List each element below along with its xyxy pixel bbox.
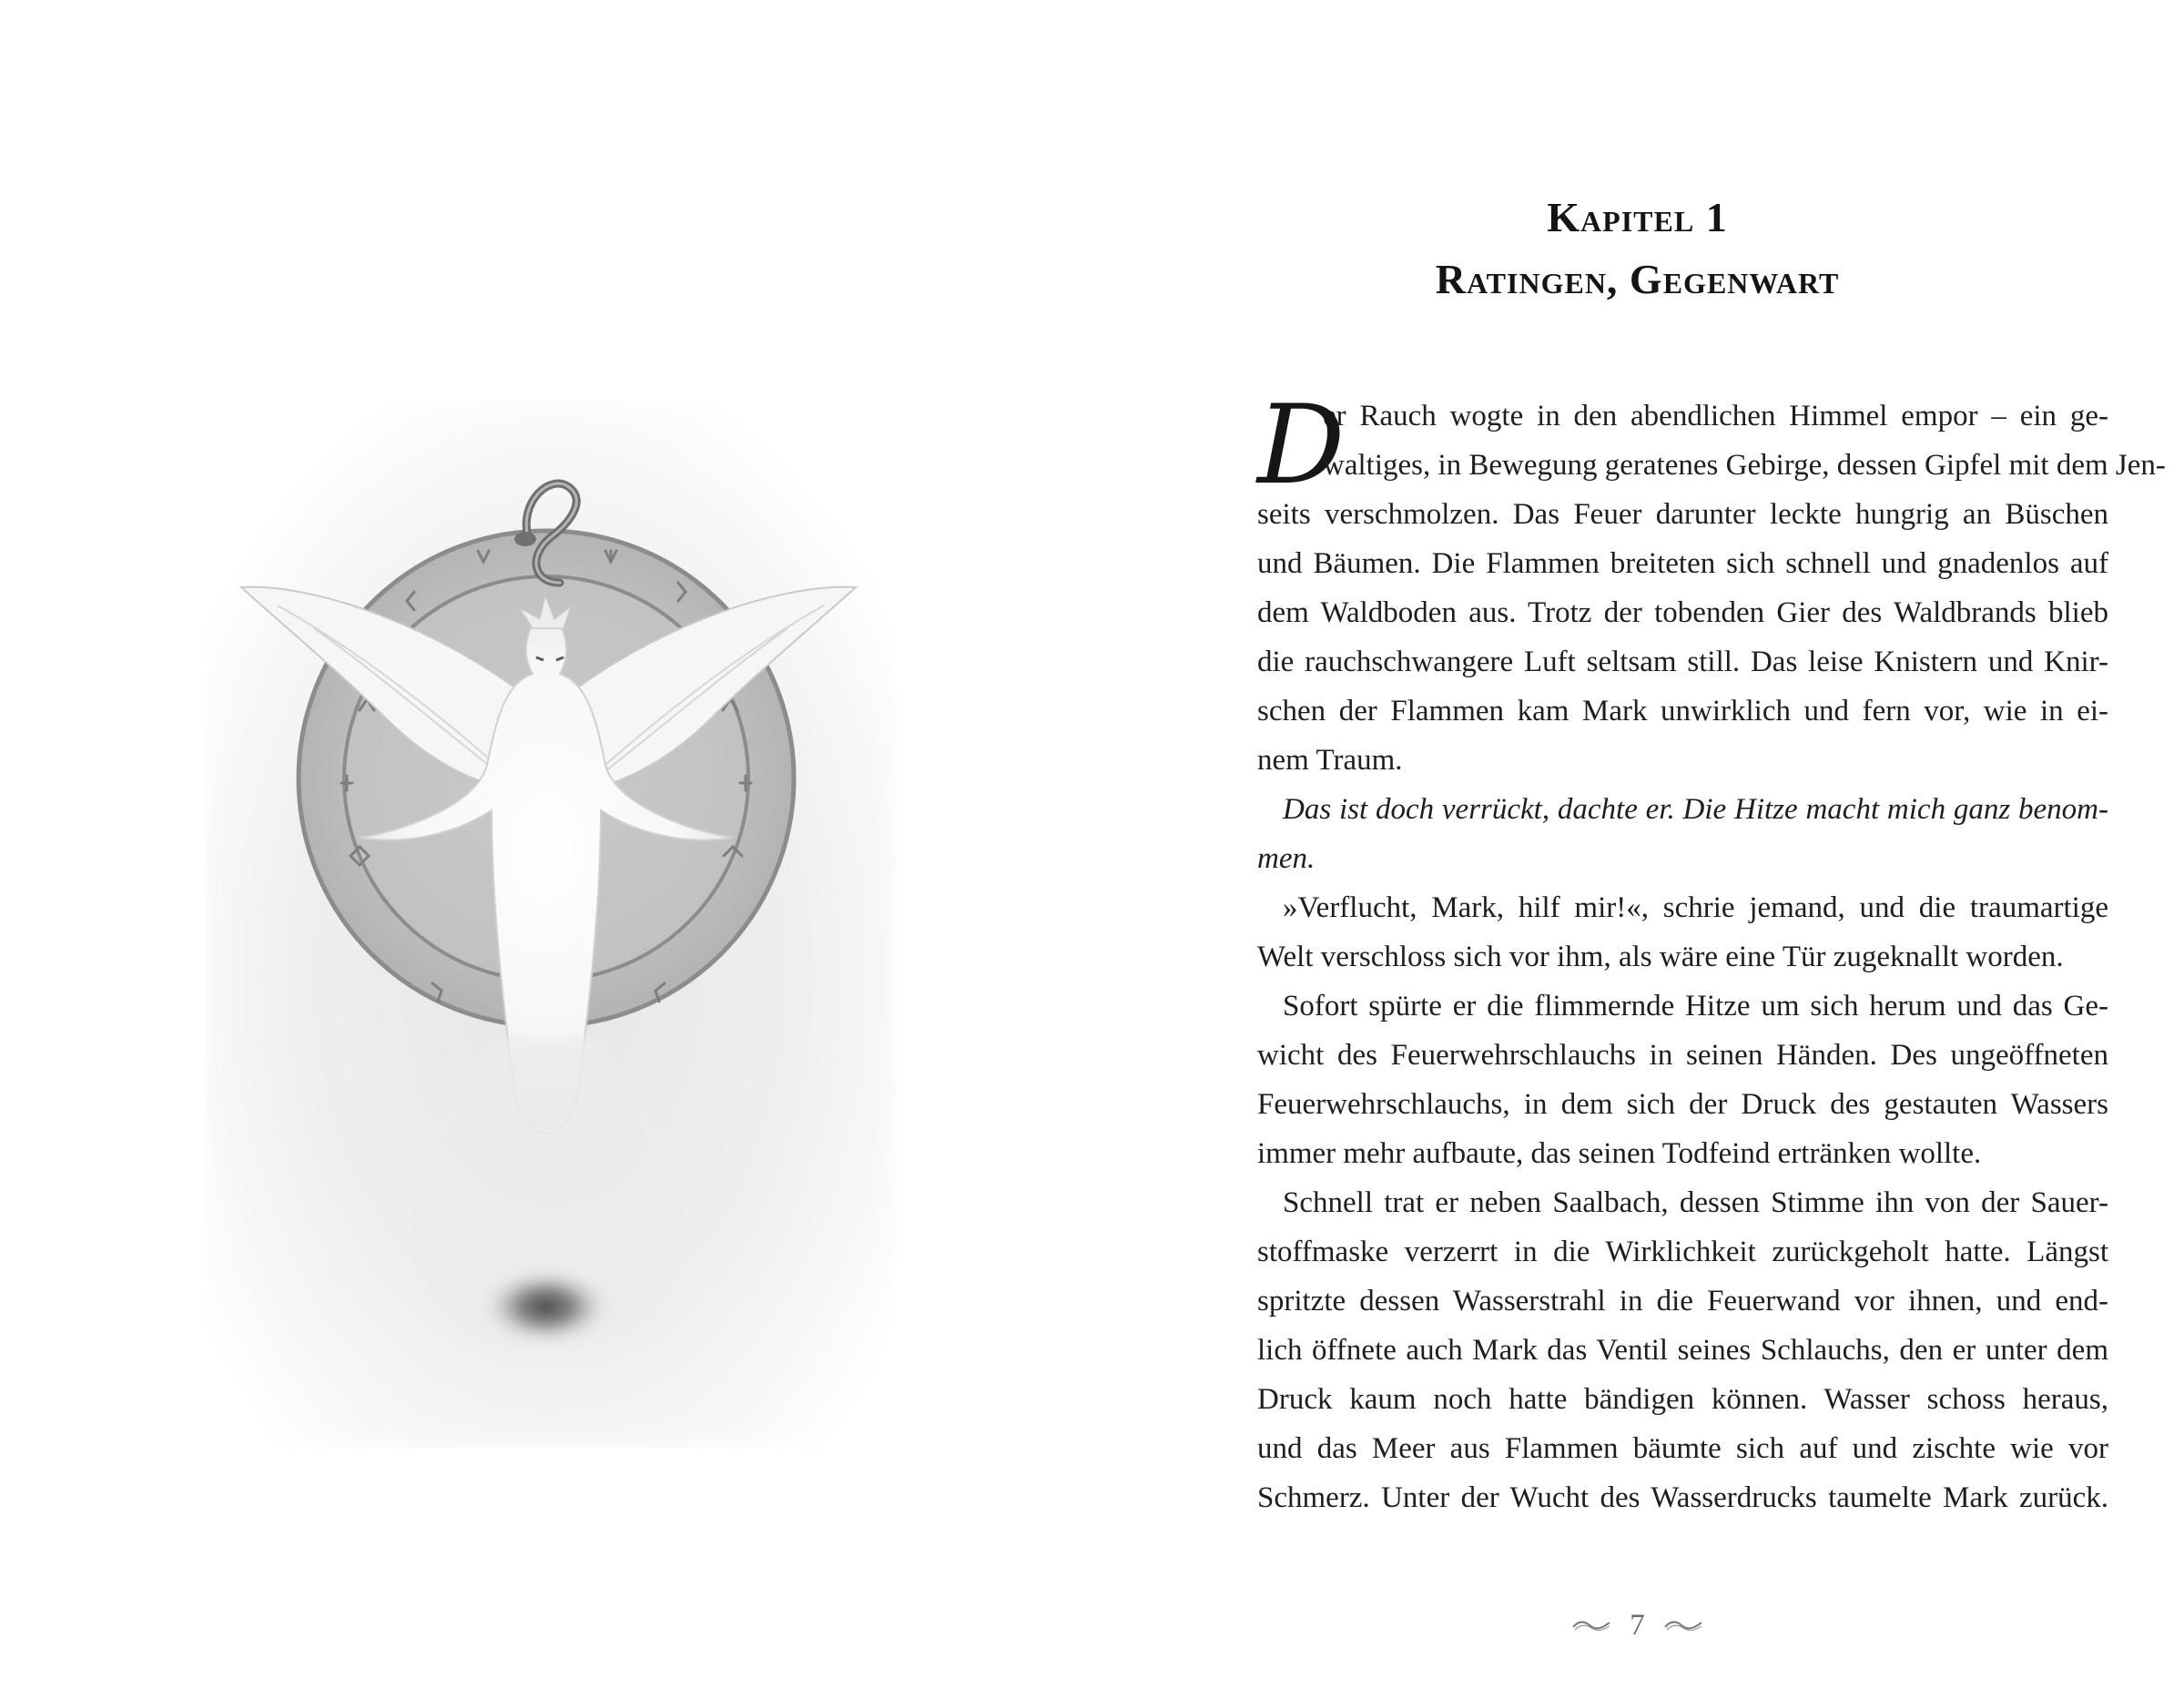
text-line: spritzte dessen Wasserstrahl in die Feuerwand vor ihnen, und end-: [1257, 1285, 2108, 1317]
text-line: lich öffnete auch Mark das Ventil seines Schlauchs, den er unter dem: [1257, 1334, 2108, 1367]
left-flourish-icon: [1571, 1619, 1611, 1632]
chapter-number: Kapitel 1: [1547, 194, 1728, 240]
text-line: Schnell trat er neben Saalbach, dessen Stimme ihn von der Sauer-: [1283, 1186, 2108, 1219]
chapter-location: Ratingen, Gegenwart: [1435, 256, 1840, 302]
text-line: »Verflucht, Mark, hilf mir!«, schrie jemand, und die traumartige: [1283, 891, 2108, 924]
text-line: Druck kaum noch hatte bändigen können. Wasser schoss heraus,: [1257, 1383, 2108, 1416]
angel-drawing: [205, 401, 897, 1448]
text-line: waltiges, in Bewegung geratenes Gebirge, dessen Gipfel mit dem Jen-: [1323, 449, 2166, 482]
text-line: Welt verschloss sich vor ihm, als wäre eine Tür zugeknallt worden.: [1257, 941, 2064, 973]
text-line: Feuerwehrschlauchs, in dem sich der Druck des gestauten Wassers: [1257, 1088, 2108, 1121]
left-page: [0, 0, 1091, 1699]
right-page: [1091, 0, 2184, 1699]
text-line: und das Meer aus Flammen bäumte sich auf und zischte wie vor: [1257, 1432, 2108, 1465]
text-line: wicht des Feuerwehrschlauchs in seinen Händen. Des ungeöffneten: [1257, 1039, 2108, 1072]
text-line: schen der Flammen kam Mark unwirklich und fern vor, wie in ei-: [1257, 695, 2108, 727]
text-line: Das ist doch verrückt, dachte er. Die Hitze macht mich ganz benom-: [1283, 793, 2108, 826]
drop-cap: D: [1257, 382, 1346, 509]
text-line: immer mehr aufbaute, das seinen Todfeind ertränken wollte.: [1257, 1137, 1982, 1170]
text-line: stoffmaske verzerrt in die Wirklichkeit zurückgeholt hatte. Längst: [1257, 1236, 2108, 1268]
chapter-heading: [1091, 187, 2184, 310]
angel-illustration: [205, 401, 897, 1448]
text-line: seits verschmolzen. Das Feuer darunter leckte hungrig an Büschen: [1257, 498, 2108, 531]
text-line: D er Rauch wogte in den abendlichen Himmel empor – ein ge-: [1257, 382, 2108, 509]
text-line: nem Traum.: [1257, 744, 1403, 777]
chapter-body-text: [1257, 382, 2166, 1522]
text-line: Schmerz. Unter der Wucht des Wasserdrucks taumelte Mark zurück.: [1257, 1481, 2108, 1514]
text-line: die rauchschwangere Luft seltsam still. Das leise Knistern und Knir-: [1257, 646, 2108, 678]
text-line: und Bäumen. Die Flammen breiteten sich schnell und gnadenlos auf: [1257, 547, 2108, 580]
page-number: [1091, 1607, 2184, 1643]
text-line: Sofort spürte er die flimmernde Hitze um sich herum und das Ge-: [1283, 990, 2108, 1022]
page-number-value: 7: [1630, 1608, 1645, 1642]
right-flourish-icon: [1663, 1619, 1703, 1632]
text-line: dem Waldboden aus. Trotz der tobenden Gier des Waldbrands blieb: [1257, 596, 2108, 629]
text-line: men.: [1257, 842, 1315, 875]
